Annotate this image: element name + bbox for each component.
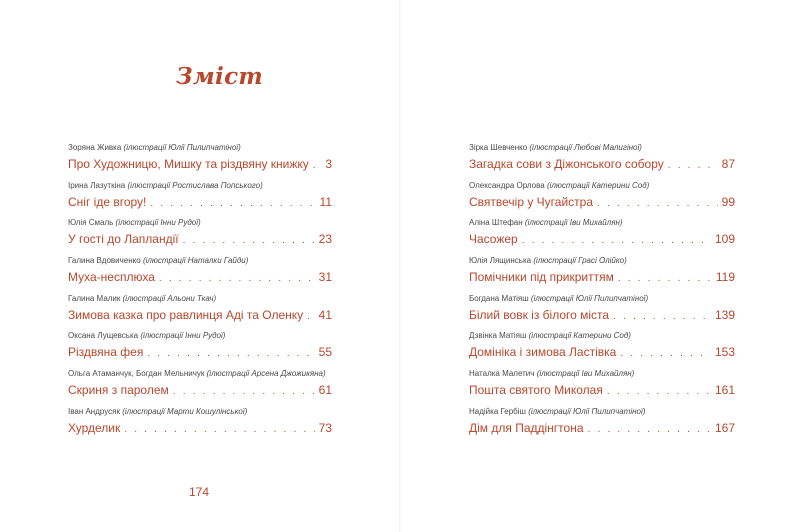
entry-line[interactable] [68, 157, 332, 173]
toc-entry [68, 256, 332, 286]
entry-line[interactable] [68, 421, 332, 437]
dot-leader [183, 234, 315, 248]
entry-title[interactable]: Святвечір у Чугайстра [469, 195, 594, 209]
entry-title[interactable]: Часожер [469, 232, 518, 246]
entry-line[interactable] [68, 383, 332, 399]
entry-author: Зоряна Живка [68, 143, 122, 152]
entry-author: Наталка Малетич [469, 369, 535, 378]
entry-page-number: 23 [318, 232, 332, 246]
toc-entry [68, 369, 332, 399]
right-page [400, 0, 800, 532]
toc-entry [68, 331, 332, 361]
entry-title[interactable]: Білий вовк із білого міста [469, 308, 610, 322]
entry-illustrator: (ілюстрації Катерини Сод) [528, 331, 631, 340]
entry-title[interactable]: Помічники під прикриттям [469, 270, 614, 284]
entry-line[interactable] [68, 308, 332, 324]
dot-leader [588, 423, 711, 437]
entry-illustrator: (ілюстрації Арсена Джожикяна) [206, 369, 326, 378]
entry-byline [68, 407, 332, 417]
entry-illustrator: (ілюстрації Любові Малигіної) [529, 143, 642, 152]
page-number-folio: 174 [189, 485, 210, 499]
toc-entry [469, 143, 735, 173]
toc-entry [68, 407, 332, 437]
entry-byline [68, 294, 332, 304]
dot-leader [668, 159, 718, 173]
entry-title[interactable]: Зимова казка про равлинця Аді та Оленку [68, 308, 304, 322]
entry-line[interactable] [469, 421, 735, 437]
entry-author: Дзвінка Матіяш [469, 331, 527, 340]
entry-byline [68, 143, 332, 153]
toc-entry [68, 294, 332, 324]
entry-title[interactable]: Сніг іде вгору! [68, 195, 147, 209]
toc-entry [469, 256, 735, 286]
entry-byline [68, 331, 332, 341]
entry-page-number: 61 [318, 383, 332, 397]
entry-line[interactable] [469, 157, 735, 173]
entry-line[interactable] [469, 345, 735, 361]
entry-author: Надійка Гербіш [469, 407, 526, 416]
entry-line[interactable] [68, 195, 332, 211]
entry-author: Зірка Шевченко [469, 143, 528, 152]
entry-title[interactable]: Пошта святого Миколая [469, 383, 603, 397]
entry-page-number: 31 [318, 270, 332, 284]
entry-illustrator: (ілюстрації Марти Кошулінської) [122, 407, 248, 416]
entry-author: Аліна Штефан [469, 218, 523, 227]
entry-author: Богдана Матіяш [469, 294, 529, 303]
entry-line[interactable] [469, 195, 735, 211]
entry-byline [469, 181, 735, 191]
entry-illustrator: (ілюстрації Ростислава Попського) [127, 181, 263, 190]
dot-leader [620, 347, 711, 361]
toc-entry [68, 143, 332, 173]
entry-author: Галина Малик [68, 294, 121, 303]
entry-author: Оксана Лущевська [68, 331, 139, 340]
entry-illustrator: (ілюстрації Іви Михайлян) [536, 369, 635, 378]
entry-title[interactable]: Домініка і зимова Ластівка [469, 345, 617, 359]
entry-page-number: 11 [319, 195, 332, 209]
entry-author: Олександра Орлова [469, 181, 545, 190]
toc-entry [469, 407, 735, 437]
entry-title[interactable]: Хурделик [68, 421, 121, 435]
entry-page-number: 73 [318, 421, 332, 435]
entry-page-number: 139 [714, 308, 735, 322]
dot-leader [307, 310, 315, 324]
entry-line[interactable] [469, 308, 735, 324]
entry-illustrator: (ілюстрації Інни Рудої) [140, 331, 226, 340]
toc-entry [68, 218, 332, 248]
entry-byline [469, 331, 735, 341]
entry-page-number: 161 [714, 383, 735, 397]
entry-illustrator: (ілюстрації Грасі Олійко) [533, 256, 627, 265]
entry-page-number: 41 [318, 308, 332, 322]
entry-title[interactable]: Про Художницю, Мишку та різдвяну книжку [68, 157, 309, 171]
toc-entry [68, 181, 332, 211]
toc-heading: Зміст [176, 63, 264, 90]
entry-title[interactable]: Загадка сови з Діжонського собору [469, 157, 664, 171]
entry-illustrator: (ілюстрації Альони Ткач) [122, 294, 217, 303]
entry-byline [469, 294, 735, 304]
entry-byline [469, 369, 735, 379]
toc-entry [469, 181, 735, 211]
entry-byline [469, 218, 735, 228]
entry-byline [469, 143, 735, 153]
entry-byline [469, 256, 735, 266]
entry-title[interactable]: У гості до Лапландії [68, 232, 179, 246]
entry-illustrator: (ілюстрації Наталки Гайди) [142, 256, 249, 265]
entry-title[interactable]: Дім для Паддінгтона [469, 421, 584, 435]
entry-author: Галина Вдовиченко [68, 256, 141, 265]
toc-entry [469, 294, 735, 324]
entry-page-number: 167 [714, 421, 735, 435]
entry-page-number: 99 [721, 195, 735, 209]
entry-illustrator: (ілюстрації Юлії Пилипчатіної) [528, 407, 646, 416]
dot-leader [618, 272, 712, 286]
entry-author: Ольга Атаманчук, Богдан Мельничук [68, 369, 205, 378]
entry-illustrator: (ілюстрації Юлії Пилипчатіної) [530, 294, 649, 303]
dot-leader [597, 197, 718, 211]
entry-line[interactable] [68, 270, 332, 286]
entry-page-number: 119 [715, 270, 735, 284]
dot-leader [147, 347, 314, 361]
entry-line[interactable] [68, 345, 332, 361]
entry-page-number: 87 [721, 157, 735, 171]
dot-leader [159, 272, 315, 286]
entry-title[interactable]: Скриня з паролем [68, 383, 169, 397]
toc-entry [469, 331, 735, 361]
entry-byline [68, 218, 332, 228]
entry-line[interactable] [68, 232, 332, 248]
entry-illustrator: (ілюстрації Інни Рудої) [115, 218, 201, 227]
toc-entry [469, 369, 735, 399]
entry-author: Іван Андрусяк [68, 407, 120, 416]
entry-title[interactable]: Різдвяна фея [68, 345, 144, 359]
dot-leader [522, 234, 711, 248]
entry-illustrator: (ілюстрації Юлії Пилипчатіної) [123, 143, 241, 152]
entry-byline [469, 407, 735, 417]
dot-leader [313, 159, 322, 173]
dot-leader [173, 385, 315, 399]
entry-illustrator: (ілюстрації Іви Михайлян) [524, 218, 623, 227]
entry-page-number: 153 [714, 345, 735, 359]
entry-author: Ірина Лазуткіна [68, 181, 126, 190]
entry-page-number: 3 [325, 157, 332, 171]
dot-leader [613, 310, 711, 324]
entry-byline [68, 181, 332, 191]
entry-byline [68, 256, 332, 266]
entry-line[interactable] [469, 270, 735, 286]
entry-line[interactable] [469, 383, 735, 399]
entry-author: Юлія Лящинська [469, 256, 532, 265]
entry-illustrator: (ілюстрації Катерини Сод) [546, 181, 650, 190]
entry-title[interactable]: Муха-несплюха [68, 270, 155, 284]
dot-leader [124, 423, 314, 437]
entry-line[interactable] [469, 232, 735, 248]
entry-page-number: 55 [318, 345, 332, 359]
entry-author: Юлія Смаль [68, 218, 114, 227]
toc-entry [469, 218, 735, 248]
dot-leader [607, 385, 711, 399]
entry-byline [68, 369, 332, 379]
entry-page-number: 109 [714, 232, 735, 246]
dot-leader [150, 197, 315, 211]
